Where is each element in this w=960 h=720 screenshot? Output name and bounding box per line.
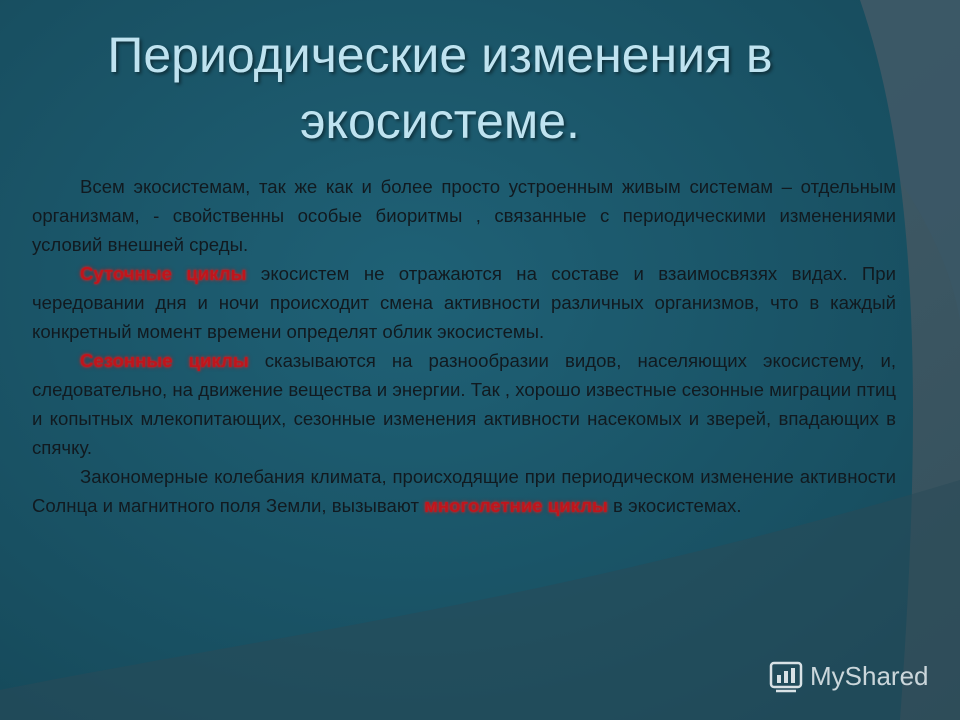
highlight-daily-cycles: Суточные циклы [80,263,247,284]
myshared-watermark [768,656,929,696]
highlight-seasonal-cycles: Сезонные циклы [80,350,249,371]
paragraph-text: экосистем не отражаются на составе и взаимосвязях видах. При чередовании дня и ночи происходит смена активности различных организмов, что в каждый конкретный момент времени определят облик экосистемы. [32,263,896,342]
slide-title: Периодические изменения в экосистеме. [107,27,773,149]
paragraph-intro [32,172,896,259]
paragraph-daily-cycles [32,259,896,346]
paragraph-seasonal-cycles [32,346,896,462]
highlight-multiyear-cycles: многолетние циклы [424,495,608,516]
slide-body [32,172,896,520]
paragraph-text: в экосистемах. [607,495,742,516]
paragraph-text: сказываются на разнообразии видов, населяющих экосистему, и, следовательно, на движение вещества и энергии. Так , хорошо известные сезонные миграции птиц и копытных млекопитающих, сезонные изменения активности насекомых и зверей, впадающих в спячку. [32,350,896,458]
paragraph-multiyear-cycles [32,462,896,520]
myshared-logo-icon [768,658,804,694]
paragraph-text: Всем экосистемам, так же как и более просто устроенным живым системам – отдельным организмам, - свойственны особые биоритмы , связанные с периодическими изменениями условий внешней среды. [32,176,896,255]
paragraph-text: Закономерные колебания климата, происходящие при периодическом изменение активности Солнца и магнитного поля Земли, вызывают [32,466,896,516]
watermark-brand: MyShared [810,660,929,691]
